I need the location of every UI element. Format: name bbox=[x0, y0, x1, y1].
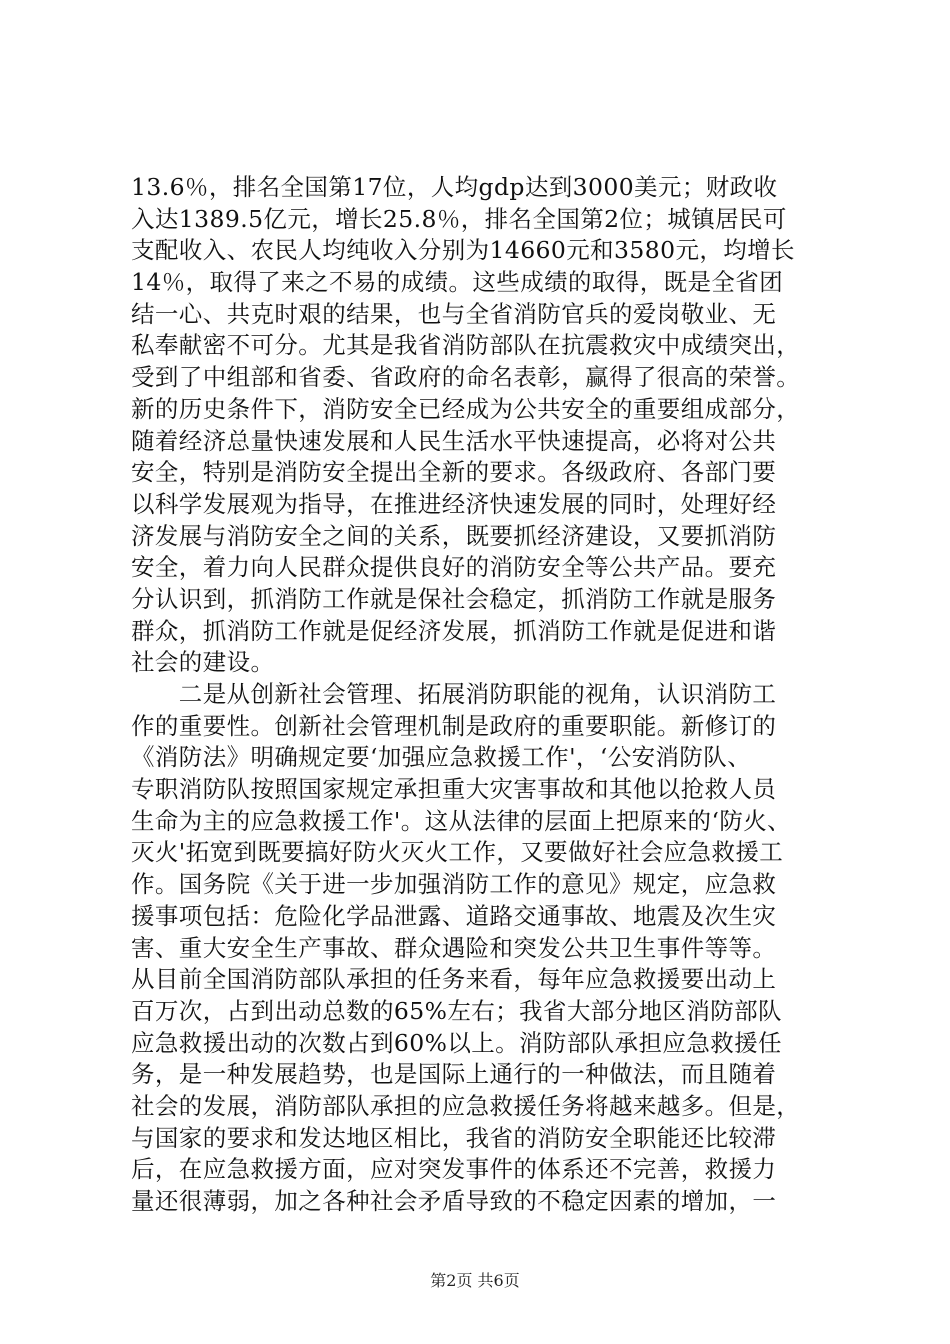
text-line: 群众，抓消防工作就是促经济发展，抓消防工作就是促进和谐 bbox=[131, 616, 777, 645]
text-line: 以科学发展观为指导，在推进经济快速发展的同时，处理好经 bbox=[131, 489, 777, 518]
text-line: 随着经济总量快速发展和人民生活水平快速提高，必将对公共 bbox=[131, 426, 777, 455]
text-line: 受到了中组部和省委、省政府的命名表彰，赢得了很高的荣誉。 bbox=[131, 363, 801, 392]
text-line: 新的历史条件下，消防安全已经成为公共安全的重要组成部分， bbox=[131, 394, 801, 423]
text-line: 作。国务院《关于进一步加强消防工作的意见》规定，应急救 bbox=[131, 870, 777, 899]
text-line: 支配收入、农民人均纯收入分别为14660元和3580元，均增长 bbox=[131, 236, 795, 265]
text-line: 生命为主的应急救援工作'。这从法律的层面上把原来的‘防火、 bbox=[131, 806, 792, 835]
text-line: 分认识到，抓消防工作就是保社会稳定，抓消防工作就是服务 bbox=[131, 584, 777, 613]
text-line: 灭火'拓宽到既要搞好防火灭火工作，又要做好社会应急救援工 bbox=[131, 838, 784, 867]
text-line: 安全，着力向人民群众提供良好的消防安全等公共产品。要充 bbox=[131, 553, 777, 582]
text-line: 私奉献密不可分。尤其是我省消防部队在抗震救灾中成绩突出， bbox=[131, 331, 801, 360]
text-line: 济发展与消防安全之间的关系，既要抓经济建设，又要抓消防 bbox=[131, 521, 777, 550]
text-line: 专职消防队按照国家规定承担重大灾害事故和其他以抢救人员 bbox=[131, 775, 777, 804]
text-line: 作的重要性。创新社会管理机制是政府的重要职能。新修订的 bbox=[131, 711, 777, 740]
text-line: 结一心、共克时艰的结果，也与全省消防官兵的爱岗敬业、无 bbox=[131, 299, 777, 328]
text-line: 二是从创新社会管理、拓展消防职能的视角，认识消防工 bbox=[131, 680, 777, 708]
text-line: 应急救援出动的次数占到60%以上。消防部队承担应急救援任 bbox=[131, 1028, 782, 1057]
page-number-footer: 第2页 共6页 bbox=[430, 1271, 520, 1290]
text-line: 安全，特别是消防安全提出全新的要求。各级政府、各部门要 bbox=[131, 458, 777, 487]
text-line: 量还很薄弱，加之各种社会矛盾导致的不稳定因素的增加，一 bbox=[131, 1187, 777, 1215]
text-line: 与国家的要求和发达地区相比，我省的消防安全职能还比较滞 bbox=[131, 1123, 777, 1152]
text-line: 入达1389.5亿元，增长25.8％，排名全国第2位；城镇居民可 bbox=[131, 204, 787, 233]
text-line: 百万次，占到出动总数的65%左右；我省大部分地区消防部队 bbox=[131, 996, 782, 1025]
text-line: 后，在应急救援方面，应对突发事件的体系还不完善，救援力 bbox=[131, 1155, 777, 1184]
text-line: 社会的建设。 bbox=[131, 648, 275, 677]
text-line: 务，是一种发展趋势，也是国际上通行的一种做法，而且随着 bbox=[131, 1060, 777, 1089]
text-line: 14％，取得了来之不易的成绩。这些成绩的取得，既是全省团 bbox=[131, 268, 784, 297]
text-line: 13.6％，排名全国第17位，人均gdp达到3000美元；财政收 bbox=[131, 173, 778, 201]
body-text bbox=[131, 172, 821, 1218]
text-line: 害、重大安全生产事故、群众遇险和突发公共卫生事件等等。 bbox=[131, 933, 777, 962]
text-line: 援事项包括：危险化学品泄露、道路交通事故、地震及次生灾 bbox=[131, 901, 777, 930]
text-line: 《消防法》明确规定要‘加强应急救援工作'，‘公安消防队、 bbox=[131, 743, 752, 772]
text-line: 社会的发展，消防部队承担的应急救援任务将越来越多。但是， bbox=[131, 1091, 801, 1120]
text-line: 从目前全国消防部队承担的任务来看，每年应急救援要出动上 bbox=[131, 965, 777, 994]
